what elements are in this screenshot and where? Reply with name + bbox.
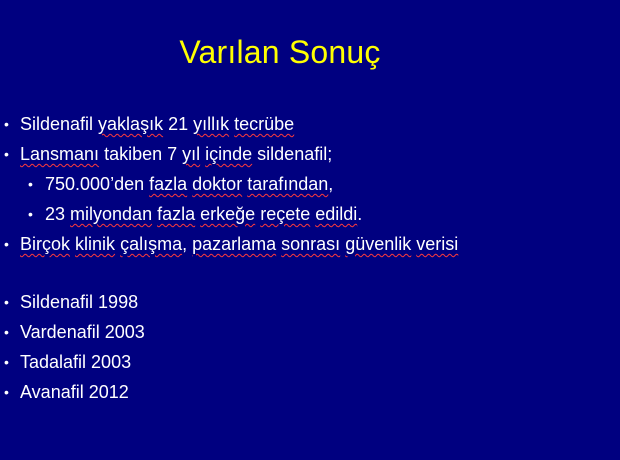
bullet-icon: • [4, 324, 9, 340]
bullet-icon: • [4, 294, 9, 310]
bullet-line-3: Birçok klinik çalışma, pazarlama sonrası güvenlik verisi [20, 234, 459, 254]
sub-bullet-line-2: 23 milyondan fazla erkeğe reçete edildi. [45, 204, 363, 224]
sub-bullet-line-1: 750.000’den fazla doktor tarafından, [45, 174, 334, 194]
bullet-line-2: Lansmanı takiben 7 yıl içinde sildenafil; [20, 144, 333, 164]
bullet-icon: • [4, 236, 9, 252]
bullet-icon: • [4, 354, 9, 370]
bullet-icon: • [4, 384, 9, 400]
bullet-line-vardenafil: Vardenafil 2003 [20, 322, 145, 342]
bullet-icon: • [4, 116, 9, 132]
bullet-line-1: Sildenafil yaklaşık 21 yıllık tecrübe [20, 114, 295, 134]
bullet-line-tadalafil: Tadalafil 2003 [20, 352, 132, 372]
bullet-line-sildenafil: Sildenafil 1998 [20, 292, 139, 312]
slide-title: Varılan Sonuç [179, 34, 381, 70]
sub-bullet-icon: • [28, 176, 33, 192]
sub-bullet-icon: • [28, 206, 33, 222]
bullet-icon: • [4, 146, 9, 162]
bullet-line-avanafil: Avanafil 2012 [20, 382, 129, 402]
